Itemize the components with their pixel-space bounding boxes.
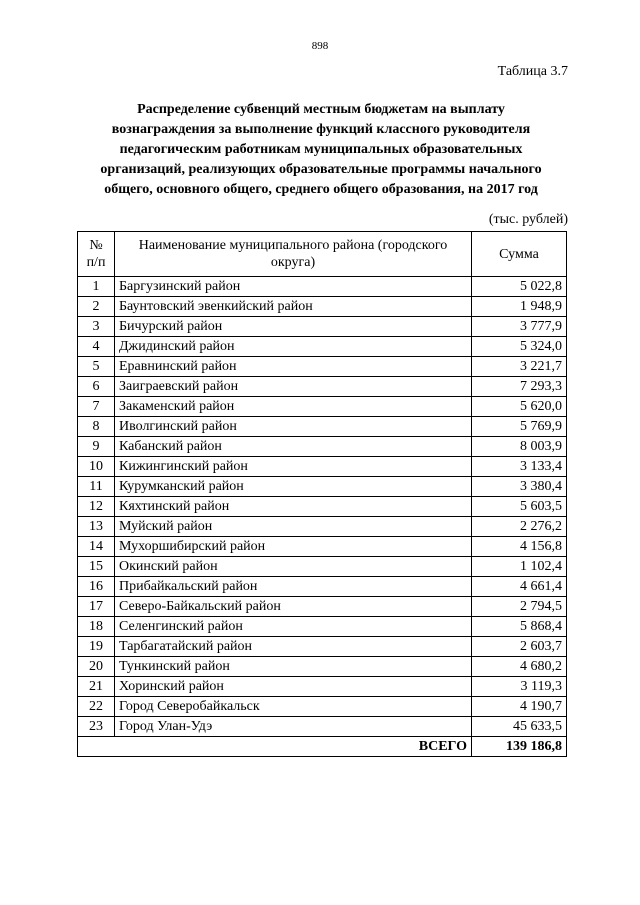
table-row bbox=[78, 317, 567, 337]
row-num: 3 bbox=[78, 317, 115, 337]
row-num: 7 bbox=[78, 397, 115, 417]
row-sum: 5 603,5 bbox=[472, 497, 567, 517]
row-sum: 4 661,4 bbox=[472, 577, 567, 597]
table-row bbox=[78, 477, 567, 497]
table-row bbox=[78, 677, 567, 697]
table-row bbox=[78, 357, 567, 377]
row-num: 14 bbox=[78, 537, 115, 557]
table-row bbox=[78, 537, 567, 557]
row-num: 23 bbox=[78, 717, 115, 737]
row-num: 12 bbox=[78, 497, 115, 517]
header-name: Наименование муниципального района (городского округа) bbox=[115, 232, 472, 277]
row-sum: 3 221,7 bbox=[472, 357, 567, 377]
row-name: Заиграевский район bbox=[115, 377, 472, 397]
total-label: ВСЕГО bbox=[78, 737, 472, 757]
row-num: 4 bbox=[78, 337, 115, 357]
row-num: 9 bbox=[78, 437, 115, 457]
row-num: 15 bbox=[78, 557, 115, 577]
row-sum: 5 769,9 bbox=[472, 417, 567, 437]
row-name: Тункинский район bbox=[115, 657, 472, 677]
row-name: Хоринский район bbox=[115, 677, 472, 697]
header-sum: Сумма bbox=[472, 232, 567, 277]
row-sum: 4 156,8 bbox=[472, 537, 567, 557]
row-sum: 1 102,4 bbox=[472, 557, 567, 577]
row-num: 5 bbox=[78, 357, 115, 377]
subventions-table bbox=[77, 231, 567, 757]
row-num: 6 bbox=[78, 377, 115, 397]
table-body bbox=[78, 277, 567, 737]
header-num: № п/п bbox=[78, 232, 115, 277]
row-name: Город Северобайкальск bbox=[115, 697, 472, 717]
table-row bbox=[78, 597, 567, 617]
row-num: 8 bbox=[78, 417, 115, 437]
row-num: 13 bbox=[78, 517, 115, 537]
row-name: Мухоршибирский район bbox=[115, 537, 472, 557]
row-name: Бичурский район bbox=[115, 317, 472, 337]
row-sum: 2 794,5 bbox=[472, 597, 567, 617]
row-name: Прибайкальский район bbox=[115, 577, 472, 597]
row-name: Тарбагатайский район bbox=[115, 637, 472, 657]
row-num: 18 bbox=[78, 617, 115, 637]
row-sum: 5 022,8 bbox=[472, 277, 567, 297]
row-sum: 8 003,9 bbox=[472, 437, 567, 457]
table-row bbox=[78, 457, 567, 477]
row-sum: 7 293,3 bbox=[472, 377, 567, 397]
row-name: Муйский район bbox=[115, 517, 472, 537]
row-name: Курумканский район bbox=[115, 477, 472, 497]
total-row bbox=[78, 737, 567, 757]
row-num: 17 bbox=[78, 597, 115, 617]
row-num: 19 bbox=[78, 637, 115, 657]
row-sum: 2 276,2 bbox=[472, 517, 567, 537]
row-name: Баргузинский район bbox=[115, 277, 472, 297]
units-label: (тыс. рублей) bbox=[488, 212, 568, 227]
row-sum: 5 620,0 bbox=[472, 397, 567, 417]
table-row bbox=[78, 697, 567, 717]
row-name: Окинский район bbox=[115, 557, 472, 577]
row-num: 20 bbox=[78, 657, 115, 677]
table-row bbox=[78, 437, 567, 457]
table-row bbox=[78, 517, 567, 537]
row-sum: 3 777,9 bbox=[472, 317, 567, 337]
row-name: Баунтовский эвенкийский район bbox=[115, 297, 472, 317]
table-row bbox=[78, 497, 567, 517]
row-num: 1 bbox=[78, 277, 115, 297]
row-name: Город Улан-Удэ bbox=[115, 717, 472, 737]
row-num: 16 bbox=[78, 577, 115, 597]
row-sum: 3 133,4 bbox=[472, 457, 567, 477]
row-name: Кяхтинский район bbox=[115, 497, 472, 517]
table-header-row bbox=[78, 232, 567, 277]
table-row bbox=[78, 397, 567, 417]
total-sum: 139 186,8 bbox=[472, 737, 567, 757]
row-name: Северо-Байкальский район bbox=[115, 597, 472, 617]
table-row bbox=[78, 717, 567, 737]
row-num: 10 bbox=[78, 457, 115, 477]
row-num: 21 bbox=[78, 677, 115, 697]
table-row bbox=[78, 297, 567, 317]
row-num: 22 bbox=[78, 697, 115, 717]
table-row bbox=[78, 417, 567, 437]
row-sum: 4 680,2 bbox=[472, 657, 567, 677]
table-row bbox=[78, 337, 567, 357]
table-row bbox=[78, 657, 567, 677]
table-row bbox=[78, 557, 567, 577]
row-sum: 3 119,3 bbox=[472, 677, 567, 697]
row-name: Джидинский район bbox=[115, 337, 472, 357]
row-num: 11 bbox=[78, 477, 115, 497]
table-row bbox=[78, 617, 567, 637]
row-sum: 5 324,0 bbox=[472, 337, 567, 357]
table-label: Таблица 3.7 bbox=[497, 64, 568, 79]
row-sum: 1 948,9 bbox=[472, 297, 567, 317]
table-row bbox=[78, 637, 567, 657]
document-title: Распределение субвенций местным бюджетам на выплату вознаграждения за выполнение функций классного руководителя педагогическим работникам муниципальных образовательных организаций, реализующих образовательные программы начального общего, основного общего, среднего общего образования, на 2017 год bbox=[100, 102, 542, 197]
row-sum: 3 380,4 bbox=[472, 477, 567, 497]
row-sum: 45 633,5 bbox=[472, 717, 567, 737]
row-name: Иволгинский район bbox=[115, 417, 472, 437]
table-row bbox=[78, 577, 567, 597]
row-name: Кабанский район bbox=[115, 437, 472, 457]
row-sum: 4 190,7 bbox=[472, 697, 567, 717]
row-name: Еравнинский район bbox=[115, 357, 472, 377]
row-name: Кижингинский район bbox=[115, 457, 472, 477]
row-sum: 5 868,4 bbox=[472, 617, 567, 637]
table-row bbox=[78, 377, 567, 397]
page-number: 898 bbox=[311, 40, 329, 52]
table-row bbox=[78, 277, 567, 297]
row-name: Селенгинский район bbox=[115, 617, 472, 637]
row-name: Закаменский район bbox=[115, 397, 472, 417]
row-num: 2 bbox=[78, 297, 115, 317]
row-sum: 2 603,7 bbox=[472, 637, 567, 657]
